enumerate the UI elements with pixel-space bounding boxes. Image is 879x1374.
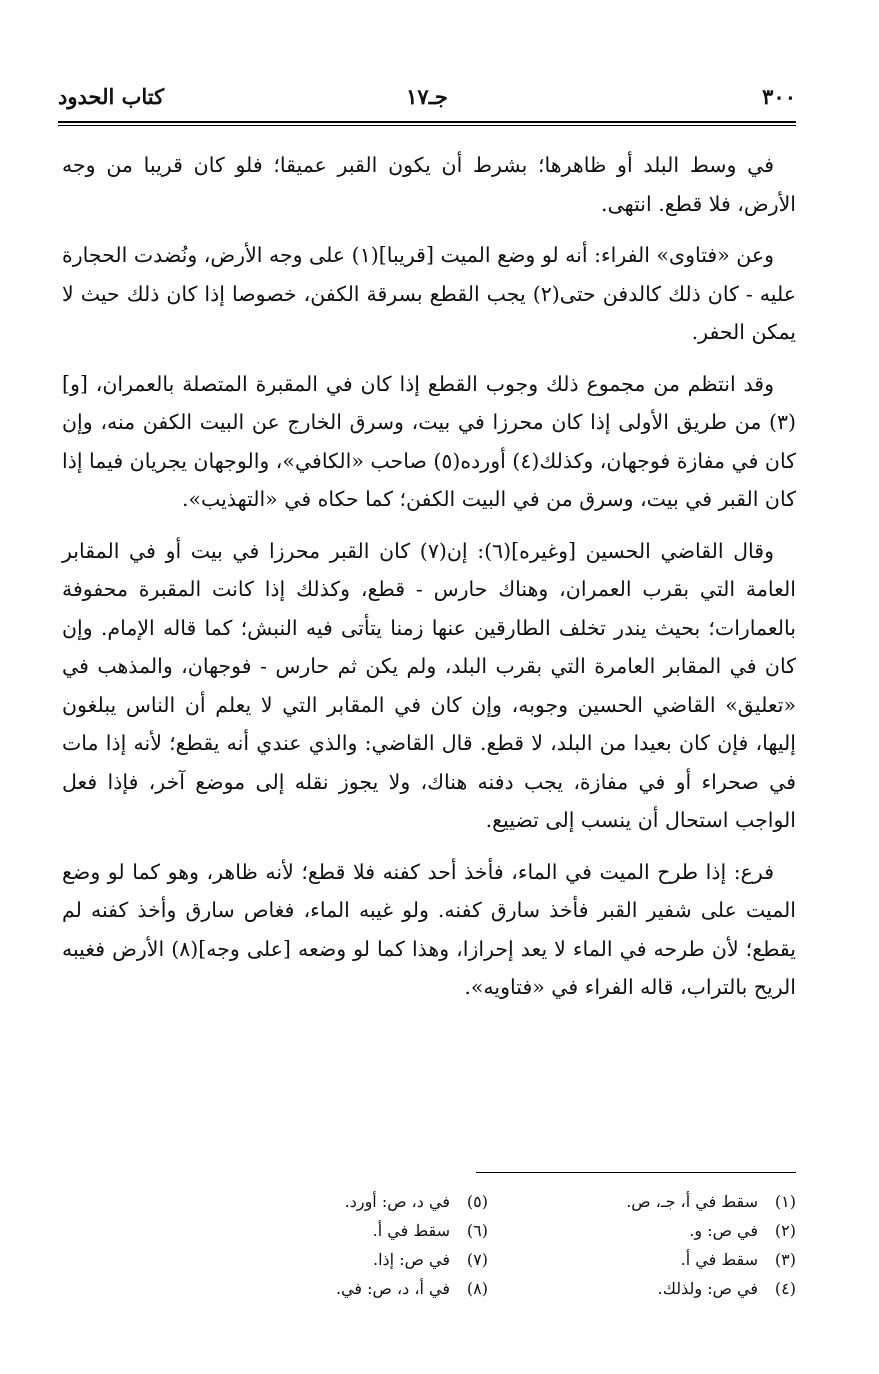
- footnote: [180, 1245, 488, 1274]
- paragraph: فرع: إذا طرح الميت في الماء، فأخذ أحد كفنه فلا قطع؛ لأنه ظاهر، وهو كما لو وضع الميت على شفير القبر فأخذ سارق كفنه. ولو غيبه الماء، فغاص سارق وأخذ كفنه لم يقطع؛ لأن طرحه في الماء لا يعد إحرازا، وهذا كما لو وضعه [على وجه](٨) الأرض فغيبه الريح بالتراب، قاله الفراء في «فتاويه».: [62, 859, 796, 999]
- footnote-text: في ص: و.: [689, 1221, 758, 1240]
- footnote-text: سقط في أ.: [372, 1221, 450, 1240]
- page-number: ٣٠٠: [762, 84, 796, 109]
- footnote: [488, 1274, 796, 1303]
- footnote-text: سقط في أ، جـ، ص.: [626, 1192, 758, 1211]
- footnote: [488, 1216, 796, 1245]
- footnote-text: في أ، د، ص: في.: [335, 1279, 450, 1298]
- footnote: [488, 1245, 796, 1274]
- footnote-number: (٧): [466, 1250, 488, 1269]
- volume-label: جـ١٧: [406, 84, 448, 109]
- footnote-number: (٥): [466, 1192, 488, 1211]
- footnote-text: في د، ص: أورد.: [344, 1192, 450, 1211]
- footnote-text: في ص: إذا.: [373, 1250, 450, 1269]
- footnote: [180, 1216, 488, 1245]
- page-header: [58, 84, 796, 118]
- footnote: [180, 1274, 488, 1303]
- footnote-separator: [476, 1172, 796, 1173]
- paragraph: في وسط البلد أو ظاهرها؛ بشرط أن يكون القبر عميقا؛ فلو كان قريبا من وجه الأرض، فلا قطع. انتهى.: [62, 153, 796, 216]
- footnote: [488, 1187, 796, 1216]
- footnote-number: (١): [774, 1192, 796, 1211]
- paragraph: وقال القاضي الحسين [وغيره](٦): إن(٧) كان القبر محرزا في بيت أو في المقابر العامة التي بقرب العمران، وهناك حارس - قطع، وكذلك إذا كانت المقبرة محفوفة بالعمارات؛ بحيث يندر تخلف الطارقين عنها زمنا يتأتى فيه النبش؛ كما قاله الإمام. وإن كان في المقابر العامرة التي بقرب البلد، ولم يكن ثم حارس - فوجهان، والمذهب في «تعليق» القاضي الحسين وجوبه، وإن كان في المقابر التي لا يعلم أن الناس يبلغون إليها، فإن كان بعيدا من البلد، لا قطع. قال القاضي: والذي عندي أنه يقطع؛ لأنه إذا مات في صحراء أو في مفازة، يجب دفنه هناك، ولا يجوز نقله إلى موضع آخر، فإذا فعل الواجب استحال أن ينسب إلى تضييع.: [62, 538, 796, 832]
- paragraph: وعن «فتاوى» الفراء: أنه لو وضع الميت [قريبا](١) على وجه الأرض، ونُضدت الحجارة عليه - كان ذلك كالدفن حتى(٢) يجب القطع بسرقة الكفن، خصوصا إذا كان ذلك حيث لا يمكن الحفر.: [62, 243, 796, 344]
- footnotes-column-left: [180, 1187, 488, 1303]
- footnote-text: في ص: ولذلك.: [657, 1279, 758, 1298]
- header-rule-thin: [58, 125, 796, 126]
- footnote-number: (٣): [774, 1250, 796, 1269]
- footnote-number: (٦): [466, 1221, 488, 1240]
- footnote-text: سقط في أ.: [680, 1250, 758, 1269]
- footnote-number: (٢): [774, 1221, 796, 1240]
- footnotes-column-right: [488, 1187, 796, 1303]
- paragraph: وقد انتظم من مجموع ذلك وجوب القطع إذا كان في المقبرة المتصلة بالعمران، [و](٣) من طريق الأولى إذا كان محرزا في بيت، وسرق الخارج عن البيت الكفن منه، وإن كان في مفازة فوجهان، وكذلك(٤) أورده(٥) صاحب «الكافي»، والوجهان يجريان فيما إذا كان القبر في بيت، وسرق من في البيت الكفن؛ كما حكاه في «التهذيب».: [62, 371, 796, 511]
- footnotes: [180, 1187, 796, 1303]
- book-title: كتاب الحدود: [58, 84, 165, 109]
- footnote-number: (٨): [466, 1279, 488, 1298]
- footnote-number: (٤): [774, 1279, 796, 1298]
- header-rule-thick: [58, 121, 796, 123]
- main-text: [62, 146, 796, 1020]
- footnote: [180, 1187, 488, 1216]
